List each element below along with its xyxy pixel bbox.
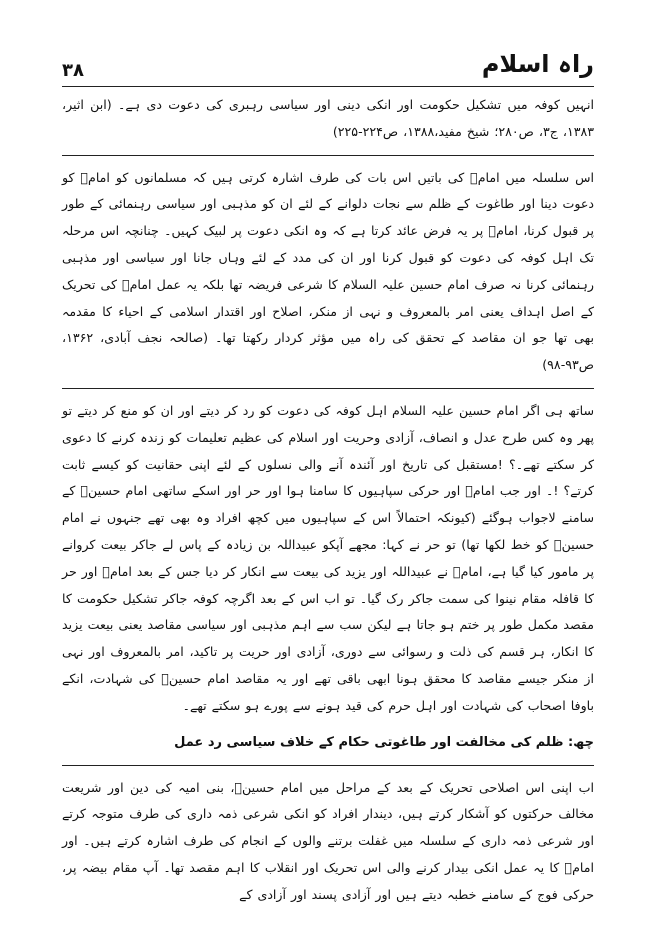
paragraph-citation: انہیں کوفہ میں تشکیل حکومت اور انکی دینی اور سیاسی رہبری کی دعوت دی ہے۔ (ابن اثیر، ۱۳۸۳، ج۳، ص۲۸۰؛ شیخ مفید،۱۳۸۸، ص۲۲۴-۲۲۵) [62,97,594,139]
paragraph: اس سلسلہ میں امامؑ کی باتیں اس بات کی طرف اشارہ کرتی ہیں کہ مسلمانوں کو امامؑ کو دعوت دینا اور طاغوت کے ظلم سے نجات دلوانے کے لئے ان کو مذہبی اور سیاسی رہنمائی کے طور پر قبول کرنا، امامؑ پر یہ فرض عائد کرتا ہے کہ وہ انکی دعوت پر لبیک کہیں۔ چنانچہ اس مرحلہ تک اہل کوفہ کی دعوت کو قبول کرنا اور ان کی مدد کے لئے وہاں جانا اور سیاسی اور مذہبی رہنمائی کرنا نہ صرف امام حسین علیہ السلام کا شرعی فریضہ تھا بلکہ یہ عمل امامؑ کی تحریک کے اصل اہداف یعنی امر بالمعروف و نہی از منکر، اصلاح اور اقتدار اسلامی کے احیاء کا مقدمہ بھی تھا جو ان مقاصد کے تحقق کی راہ میں مؤثر کردار رکھتا تھا۔ (صالحہ نجف آبادی، ۱۳۶۲، ص۹۳-۹۸) [62,169,594,373]
running-title: راہ اسلام [481,50,594,78]
header-rule [62,86,594,87]
section [62,730,594,756]
page-number: ۳۸ [62,60,84,81]
page-body [62,92,594,910]
separator-rule [62,155,594,156]
separator-rule [62,388,594,389]
paragraph: اب اپنی اس اصلاحی تحریک کے بعد کے مراحل میں امام حسینؑ، بنی امیہ کی دین اور شریعت مخالف حرکتوں کو آشکار کرتے ہیں، دیندار افراد کو انکی شرعی ذمہ داری کی طرف متوجہ کرتے اور شرعی ذمہ داری کے سلسلہ میں غفلت برتنے والوں کے انجام کی طرف اشارہ کرتے ہیں۔ اور امامؑ کا یہ عمل انکی بیدار کرنے والی اس تحریک اور انقلاب کا اہم مقصد تھا۔ آپ مقام بیضہ پر، حرکی فوج کے سامنے خطبہ دیتے ہیں اور آزادی پسند اور آزادی کے [62,779,594,902]
separator-rule [62,765,594,766]
section-heading: چھ: ظلم کی مخالفت اور طاغوتی حکام کے خلاف سیاسی رد عمل [174,734,594,750]
paragraph: ساتھ ہی اگر امام حسین علیہ السلام اہل کوفہ کی دعوت کو رد کر دیتے اور ان کو منع کر دیتے تو پھر وہ کس طرح عدل و انصاف، آزادی وحریت اور اسلام کی عظیم تعلیمات کو زندہ کرنے کا دعوی کر سکتے تھے۔؟ !مستقبل کی تاریخ اور آئندہ آنے والی نسلوں کے لئے اپنی حقانیت کو کیسے ثابت کرتے؟ !۔ اور جب امامؑ اور حرکی سپاہیوں کا سامنا ہوا اور حر اور اسکے ساتھی امام حسینؑ کے سامنے لاجواب ہوگئے (کیونکہ احتمالاً اس کے سپاہیوں میں کچھ افراد وہ بھی تھے جنہوں نے امام حسینؑ کو خط لکھا تھا) تو حر نے کہا: مجھے آپکو عبیداللہ بن زیادہ کے پاس لے جاکر بیعت کروانے پر مامور کیا گیا ہے، امامؑ نے عبیداللہ اور یزید کی بیعت سے انکار کر دیا جس کے بعد امامؑ اور حر کا قافلہ مقام نینوا کی سمت جاکر رک گیا۔ تو اب اس کے بعد اگرچہ کوفہ جاکر تشکیل حکومت کا مقصد مکمل طور پر ختم ہو جاتا ہے لیکن سب سے اہم مذہبی اور سیاسی مقاصد یعنی بیعت یزید کا انکار، ہر قسم کی ذلت و رسوائی سے دوری، آزادی اور حریت پر تاکید، امر بالمعروف اور نہی از منکر جیسے مقاصد کا محقق ہونا ابھی باقی تھے اور یہ مقاصد امام حسینؑ کی شہادت، انکے باوفا اصحاب کی شہادت اور اہل حرم کی قید ہونے سے پورے ہو سکتے تھے۔ [62,402,594,713]
page-header [62,48,594,94]
